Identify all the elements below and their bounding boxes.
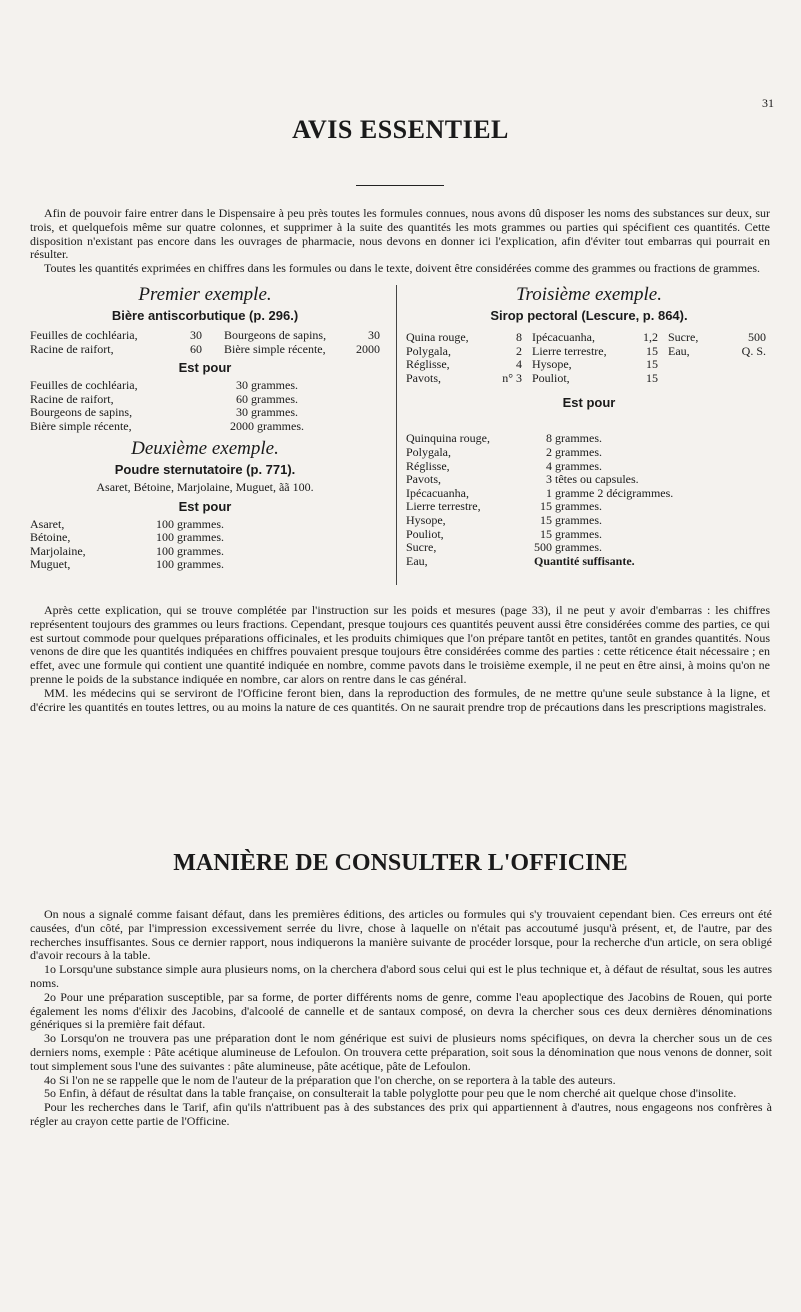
title-rule: [356, 185, 444, 186]
result-line: Quinquina rouge, 8 grammes.: [406, 431, 602, 446]
example-2-heading: Deuxième exemple.: [131, 438, 279, 459]
example-1-subheading: Bière antiscorbutique (p. 296.): [111, 308, 299, 323]
page-number: 31: [762, 96, 774, 110]
intro-paragraph-2: Toutes les quantités exprimées en chiffres dans les formules ou dans le texte, doivent être considérées comme des grammes ou fractions de grammes.: [44, 261, 761, 276]
method-text: [30, 908, 772, 1129]
formula-line: Racine de raifort, 60 Bière simple récente, 2000: [30, 341, 380, 356]
example-2-result: [30, 518, 380, 572]
method-paragraph: 2o Pour une préparation susceptible, par sa forme, de porter différents noms de genre, comme l'eau apoplectique des Jacobins de Rouen, qui porte également les noms d'élixir des Jacobins, d'alcoolé de cannelle et de santaux composé, on devra la chercher sous ces deux dernières dénominations génériques si la première fait défaut.: [30, 989, 772, 1032]
result-line: Pouliot, 15 grammes.: [406, 526, 602, 541]
result-line: Bétoine, 100 grammes.: [30, 530, 224, 545]
result-line: Bière simple récente, 2000 grammes.: [30, 418, 304, 433]
intro-paragraph-1: Afin de pouvoir faire entrer dans le Dispensaire à peu près toutes les formules connues, nous avons dû disposer les noms des substances sur deux, sur trois, et quelquefois même sur quatre colonnes, et supprimer à la suite des quantités les mots grammes ou parties qui spécifient ces quantités. Cette disposition n'existant pas encore dans les ouvrages de pharmacie, nous devons en donner ici l'explication, afin d'éviter tout embarras qui pourrait en résulter.: [30, 206, 770, 262]
column-separator: [396, 285, 397, 585]
result-line: Asaret, 100 grammes.: [30, 516, 224, 531]
example-3-result: [406, 432, 772, 568]
result-line: Racine de raifort, 60 grammes.: [30, 391, 298, 406]
explanation-paragraph-2: MM. les médecins qui se serviront de l'Officine feront bien, dans la reproduction des formules, de ne mettre qu'une seule substance à la ligne, et d'écrire les quantités en toutes lettres, ou au moins la nature de ces quantités. On ne saurait prendre trop de précautions dans les prescriptions magistrales.: [30, 685, 770, 714]
section-title: MANIÈRE DE CONSULTER L'OFFICINE: [173, 850, 628, 876]
example-2-est-pour: Est pour: [178, 498, 232, 514]
method-paragraph: On nous a signalé comme faisant défaut, dans les premières éditions, des articles ou formules qui s'y trouvaient cependant bien. Ces erreurs ont été causées, d'un côté, par l'impression excessivement serrée du livre, chose à laquelle on n'était pas accoutumé jusqu'à présent, et, de l'autre, par des recherches insuffisantes. Sous ce dernier rapport, nous indiquerons la manière suivante de procéder lorsque, pour la recherche d'un article, on sera obligé d'avoir recours à la table.: [30, 907, 772, 963]
method-paragraph: 3o Lorsqu'on ne trouvera pas une préparation dont le nom générique est suivi de plusieurs noms spécifiques, on devra la chercher sous un de ces derniers noms, exemple : Pâte acétique alumineuse de Lefoulon. On trouvera cette préparation, soit sous la dénomination que nous venons de donner, soit tout simplement sous l'une des suivantes : pâte alumineuse, pâte acétique, pâte de Lefoulon.: [30, 1031, 772, 1073]
formula-line: Réglisse, 4 Hysope, 15: [406, 357, 658, 372]
result-line: Lierre terrestre, 15 grammes.: [406, 499, 602, 514]
result-line: Bourgeons de sapins, 30 grammes.: [30, 405, 298, 420]
example-2-subheading: Poudre sternutatoire (p. 771).: [114, 462, 296, 477]
formula-line: Quina rouge, 8 Ipécacuanha, 1,2 Sucre, 500: [406, 330, 766, 344]
example-1-formula: [30, 329, 380, 356]
example-1-heading: Premier exemple.: [138, 284, 272, 305]
method-paragraph: Pour les recherches dans le Tarif, afin qu'ils n'attribuent pas à des substances des prix qui appartiennent à d'autres, nous engageons nos confrères à régler au crayon cette partie de l'Officine.: [30, 1100, 772, 1128]
result-line: Muguet, 100 grammes.: [30, 557, 224, 572]
example-3: [406, 284, 772, 568]
example-1-result: [30, 379, 380, 433]
result-line: Polygala, 2 grammes.: [406, 444, 602, 459]
result-line: Réglisse, 4 grammes.: [406, 458, 602, 473]
result-line: Feuilles de cochléaria, 30 grammes.: [30, 378, 298, 393]
example-3-heading: Troisième exemple.: [516, 284, 662, 305]
result-line: Pavots, 3 têtes ou capsules.: [406, 472, 639, 487]
example-3-subheading: Sirop pectoral (Lescure, p. 864).: [490, 308, 688, 323]
intro-text: [30, 207, 770, 276]
formula-line: Polygala, 2 Lierre terrestre, 15 Eau, Q. S.: [406, 343, 766, 358]
result-line: Hysope, 15 grammes.: [406, 512, 602, 527]
explanation-paragraph-1: Après cette explication, qui se trouve complétée par l'instruction sur les poids et mesures (page 33), il ne peut y avoir d'embarras : les chiffres représentent toujours des grammes ou leurs fractions. Cependant, presque toujours ces quantités peuvent aussi être considérées comme des parties, ce qui est surtout commode pour quelques préparations officinales, et les produits chimiques que l'on prépare tantôt en petites, tantôt en grandes quantités. Nous venons de dire que les quantités indiquées en chiffres pouvaient presque toujours être considérées comme des parties : cette réticence était nécessaire ; en effet, avec une formule qui contient une quantité indiquée en nombre, comme pavots dans le troisième exemple, il ne peut en être ainsi, à moins qu'on ne prenne le poids de la substance indiquée en nombre, car alors on rentre dans le cas général.: [30, 603, 770, 686]
method-paragraph: 1o Lorsqu'une substance simple aura plusieurs noms, on la cherchera d'abord sous celui qui est le plus technique et, à défaut de résultat, sous les autres noms.: [30, 962, 772, 990]
explanation-text: [30, 604, 770, 714]
method-paragraph: 4o Si l'on ne se rappelle que le nom de l'auteur de la préparation que l'on cherche, on se reportera à la table des auteurs.: [44, 1072, 616, 1087]
example-1: [30, 284, 380, 434]
example-1-est-pour: Est pour: [178, 360, 232, 376]
example-2: [30, 438, 380, 572]
result-line: Marjolaine, 100 grammes.: [30, 543, 224, 558]
formula-line: Feuilles de cochléaria, 30 Bourgeons de sapins, 30: [30, 328, 380, 342]
example-3-est-pour: Est pour: [562, 395, 616, 411]
method-paragraph: 5o Enfin, à défaut de résultat dans la table française, on consulterait la table polyglotte pour peu que le nom cherché ait quelque chose d'insolite.: [44, 1086, 737, 1101]
page-title: AVIS ESSENTIEL: [292, 115, 509, 144]
result-line: Eau, Quantité suffisante.: [406, 553, 635, 568]
result-line: Sucre, 500 grammes.: [406, 540, 602, 555]
example-3-formula: [406, 331, 772, 385]
result-line: Ipécacuanha, 1 gramme 2 décigrammes.: [406, 485, 674, 500]
example-2-formula: Asaret, Bétoine, Marjolaine, Muguet, ãã 100.: [96, 480, 314, 494]
formula-line: Pavots, n° 3 Pouliot, 15: [406, 370, 658, 385]
